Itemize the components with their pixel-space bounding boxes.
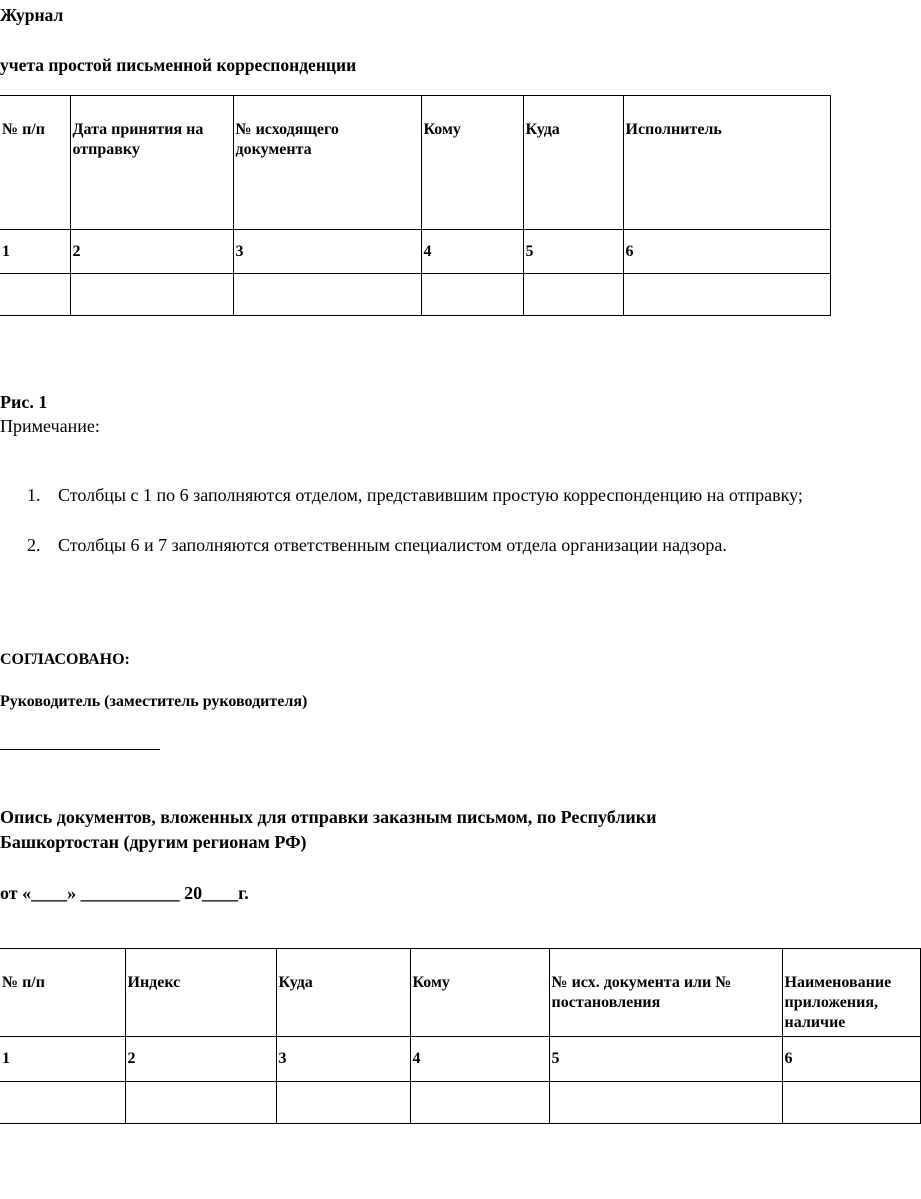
- journal-number-cell: 3: [233, 230, 421, 274]
- figure-caption: Рис. 1: [0, 392, 48, 412]
- journal-header-cell: Куда: [523, 96, 623, 230]
- journal-header-cell: Исполнитель: [623, 96, 830, 230]
- journal-number-cell: 4: [421, 230, 523, 274]
- inventory-empty-cell: [782, 1082, 920, 1124]
- inventory-header-cell: № п/п: [0, 949, 125, 1037]
- journal-table: [0, 95, 831, 316]
- inventory-title-line1: Опись документов, вложенных для отправки заказным письмом, по Республики: [0, 807, 657, 827]
- inventory-header-cell: Кому: [410, 949, 549, 1037]
- journal-header-cell: № п/п: [0, 96, 70, 230]
- journal-empty-cell: [523, 274, 623, 316]
- journal-empty-cell: [70, 274, 233, 316]
- journal-header-cell: № исходящего документа: [233, 96, 421, 230]
- inventory-number-cell: 3: [276, 1037, 410, 1082]
- inventory-empty-cell: [125, 1082, 276, 1124]
- inventory-table: [0, 948, 921, 1124]
- note-label: Примечание:: [0, 416, 100, 436]
- journal-empty-cell: [421, 274, 523, 316]
- journal-header-cell: Кому: [421, 96, 523, 230]
- approval-role: Руководитель (заместитель руководителя): [0, 693, 308, 710]
- journal-number-cell: 5: [523, 230, 623, 274]
- inventory-number-cell: 2: [125, 1037, 276, 1082]
- inventory-number-cell: 4: [410, 1037, 549, 1082]
- inventory-empty-cell: [276, 1082, 410, 1124]
- note-item-text: Столбцы с 1 по 6 заполняются отделом, представившим простую корреспонденцию на отправку;: [58, 485, 803, 505]
- inventory-number-cell: 1: [0, 1037, 125, 1082]
- journal-header-row: [0, 96, 830, 230]
- journal-number-cell: 2: [70, 230, 233, 274]
- inventory-empty-row: [0, 1082, 920, 1124]
- note-item-number: 2.: [27, 535, 41, 555]
- journal-header-cell: Дата принятия на отправку: [70, 96, 233, 230]
- signature-line: [0, 749, 160, 750]
- inventory-number-row: [0, 1037, 920, 1082]
- journal-subtitle: учета простой письменной корреспонденции: [0, 55, 357, 75]
- inventory-header-cell: Наименование приложения, наличие: [782, 949, 920, 1037]
- inventory-empty-cell: [0, 1082, 125, 1124]
- approval-title: СОГЛАСОВАНО:: [0, 651, 130, 668]
- journal-title: Журнал: [0, 5, 64, 25]
- inventory-number-cell: 6: [782, 1037, 920, 1082]
- journal-empty-cell: [623, 274, 830, 316]
- inventory-title-line2: Башкортостан (другим регионам РФ): [0, 832, 307, 852]
- journal-empty-row: [0, 274, 830, 316]
- inventory-number-cell: 5: [549, 1037, 782, 1082]
- journal-number-cell: 6: [623, 230, 830, 274]
- note-item-number: 1.: [27, 485, 41, 505]
- note-item-text: Столбцы 6 и 7 заполняются ответственным специалистом отдела организации надзора.: [58, 535, 727, 555]
- inventory-date-line: от «____» ___________ 20____г.: [0, 883, 249, 903]
- inventory-header-cell: Индекс: [125, 949, 276, 1037]
- journal-number-cell: 1: [0, 230, 70, 274]
- inventory-empty-cell: [410, 1082, 549, 1124]
- inventory-empty-cell: [549, 1082, 782, 1124]
- journal-number-row: [0, 230, 830, 274]
- journal-empty-cell: [0, 274, 70, 316]
- inventory-header-cell: Куда: [276, 949, 410, 1037]
- inventory-header-cell: № исх. документа или № постановления: [549, 949, 782, 1037]
- journal-empty-cell: [233, 274, 421, 316]
- inventory-header-row: [0, 949, 920, 1037]
